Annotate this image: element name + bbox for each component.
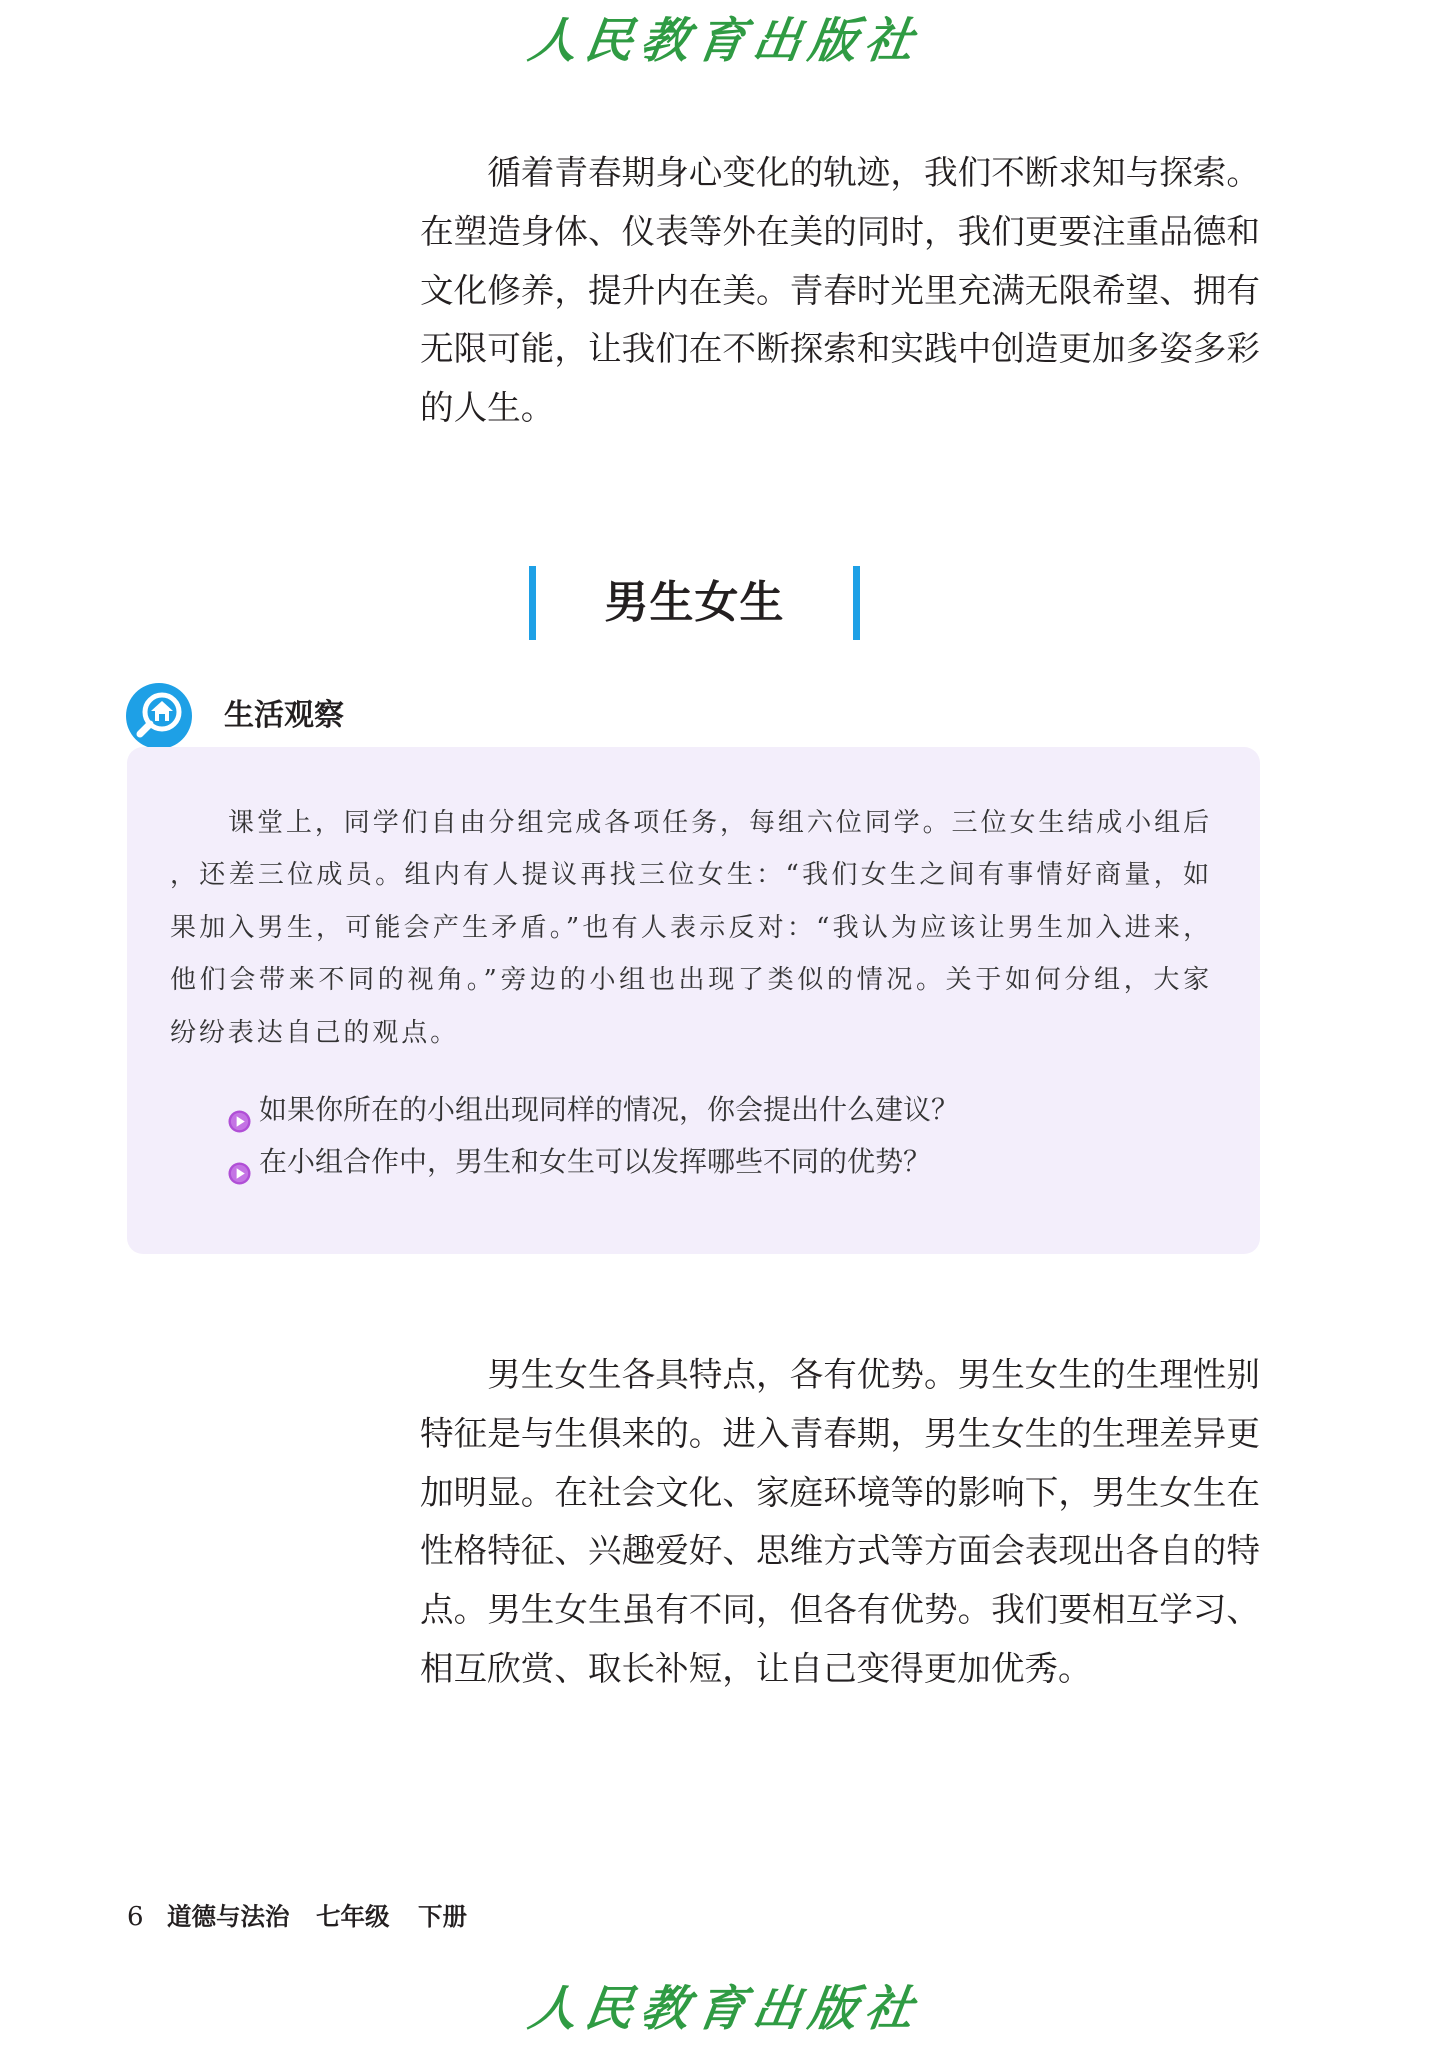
question-text: 如果你所在的小组出现同样的情况，你会提出什么建议？ <box>259 1093 960 1126</box>
footer-subject: 道德与法治 <box>167 1902 290 1931</box>
question-text: 在小组合作中，男生和女生可以发挥哪些不同的优势？ <box>259 1145 932 1178</box>
page-number: 6 <box>127 1902 144 1932</box>
heading-bar-right <box>853 566 860 640</box>
publisher-logo-bottom: 人民教育出版社 <box>525 1981 925 2037</box>
observation-label: 生活观察 <box>224 698 344 733</box>
heading-bar-left <box>529 566 536 640</box>
publisher-logo-top: 人民教育出版社 <box>525 13 925 69</box>
body-paragraph: 男生女生各具特点，各有优势。男生女生的生理性别特征是与生俱来的。进入青春期，男生女生的生理差异更加明显。在社会文化、家庭环境等的影响下，男生女生在性格特征、兴趣爱好、思维方式等方面会表现出各自的特点。男生女生虽有不同，但各有优势。我们要相互学习、相互欣赏、取长补短，让自己变得更加优秀。 <box>420 1355 1260 1688</box>
observation-box <box>127 747 1260 1254</box>
footer-grade: 七年级 <box>316 1902 390 1931</box>
house-magnifier-icon <box>126 683 192 749</box>
section-title: 男生女生 <box>604 577 785 628</box>
play-circle-icon <box>228 1098 251 1121</box>
intro-paragraph: 循着青春期身心变化的轨迹，我们不断求知与探索。在塑造身体、仪表等外在美的同时，我们更要注重品德和文化修养，提升内在美。青春时光里充满无限希望、拥有无限可能，让我们在不断探索和实践中创造更加多姿多彩的人生。 <box>420 153 1260 428</box>
observation-text: 课堂上，同学们自由分组完成各项任务，每组六位同学。三位女生结成小组后，还差三位成员。组内有人提议再找三位女生：“我们女生之间有事情好商量，如果加入男生，可能会产生矛盾。”也有人表示反对：“我认为应该让男生加入进来，他们会带来不同的视角。”旁边的小组也出现了类似的情况。关于如何分组，大家纷纷表达自己的观点。 <box>170 808 1212 1048</box>
play-circle-icon <box>228 1150 251 1173</box>
page-footer <box>0 1901 600 1933</box>
footer-volume: 下册 <box>418 1902 467 1931</box>
